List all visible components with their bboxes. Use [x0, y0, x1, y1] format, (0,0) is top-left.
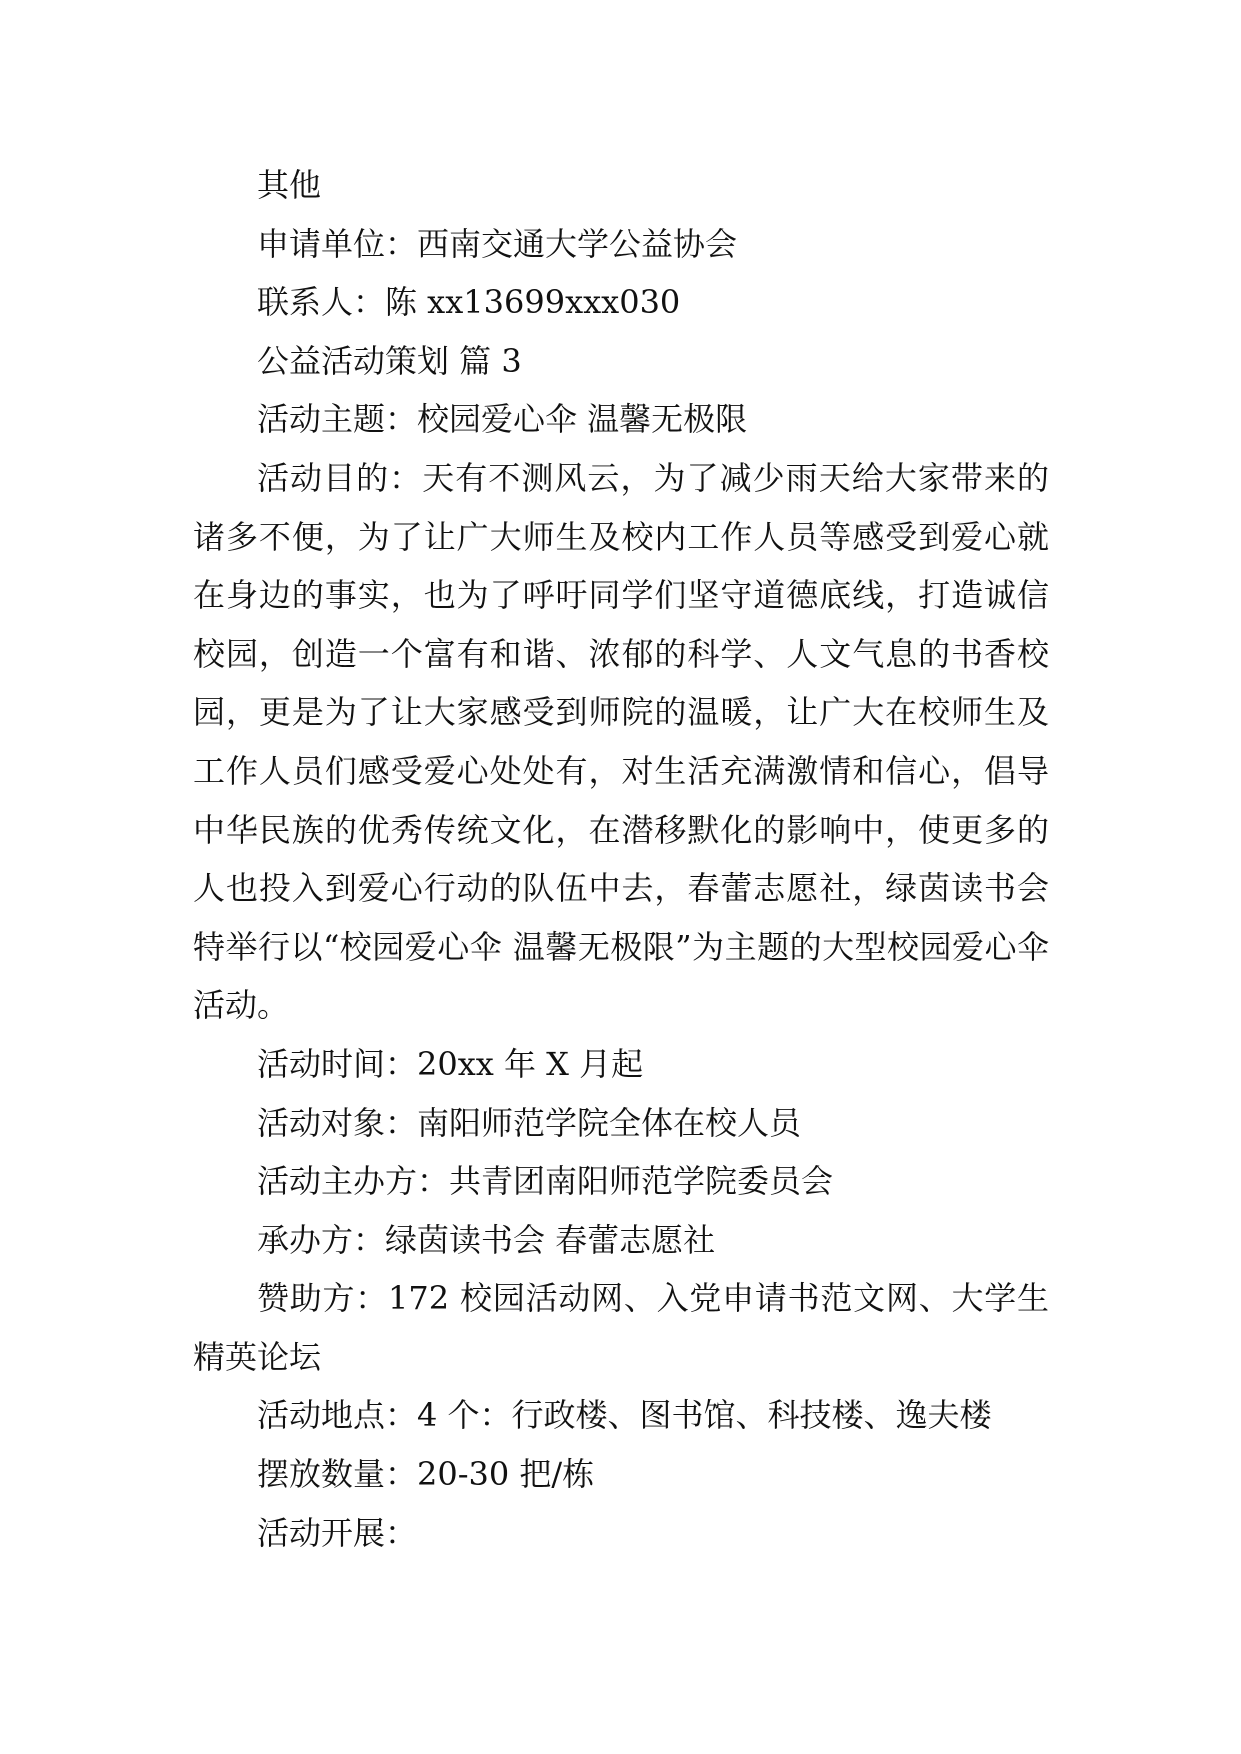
paragraph-activity-start: 活动开展： [257, 1513, 418, 1552]
paragraph-purpose: 活动目的：天有不测风云，为了减少雨天给大家带来的诸多不便，为了让广大师生及校内工作人员等感受到爱心就在身边的事实，也为了呼吁同学们坚守道德底线，打造诚信校园，创造一个富有和谐、浓郁的科学、人文气息的书香校园，更是为了让大家感受到师院的温暖，让广大在校师生及工作人员们感受爱心处处有，对生活充满激情和信心，倡导中华民族的优秀传统文化，在潜移默化的影响中，使更多的人也投入到爱心行动的队伍中去，春蕾志愿社，绿茵读书会特举行以“校园爱心伞 温馨无极限”为主题的大型校园爱心伞活动。 [193, 458, 1049, 1025]
paragraph-target: 活动对象：南阳师范学院全体在校人员 [257, 1103, 802, 1142]
paragraph-theme: 活动主题：校园爱心伞 温馨无极限 [257, 400, 748, 439]
paragraph-applicant: 申请单位：西南交通大学公益协会 [257, 224, 738, 263]
paragraph-organizer: 活动主办方：共青团南阳师范学院委员会 [257, 1162, 834, 1201]
paragraph-other: 其他 [257, 166, 322, 204]
paragraph-contact: 联系人：陈 xx13699xxx030 [257, 283, 681, 322]
paragraph-undertaker: 承办方：绿茵读书会 春蕾志愿社 [257, 1220, 716, 1259]
document-body [193, 156, 1049, 1562]
paragraph-sponsor: 赞助方：172 校园活动网、入党申请书范文网、大学生精英论坛 [193, 1279, 1049, 1376]
paragraph-location: 活动地点：4 个：行政楼、图书馆、科技楼、逸夫楼 [257, 1396, 992, 1435]
paragraph-time: 活动时间：20xx 年 X 月起 [257, 1044, 644, 1083]
paragraph-quantity: 摆放数量：20-30 把/栋 [257, 1455, 595, 1494]
section-heading: 公益活动策划 篇 3 [257, 341, 522, 380]
